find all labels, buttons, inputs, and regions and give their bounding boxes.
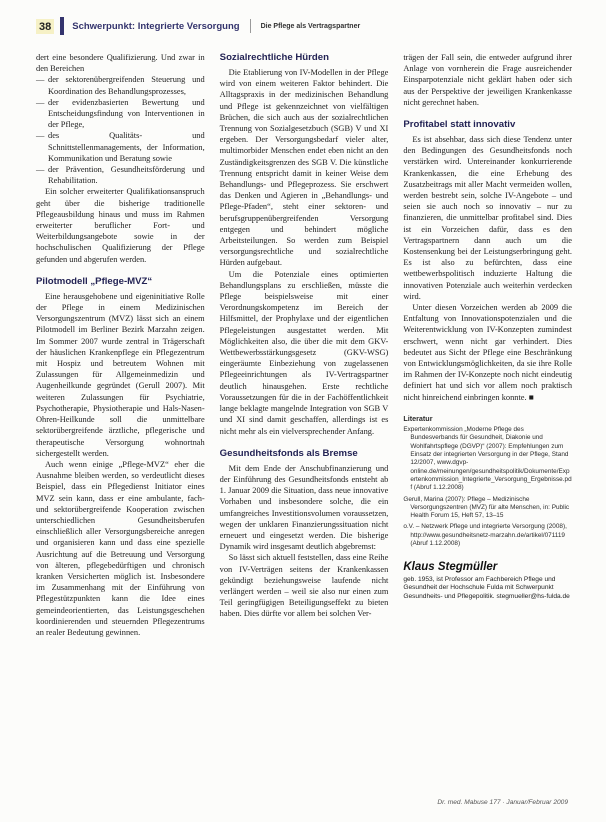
section-heading-gesundheitsfonds: Gesundheitsfonds als Bremse [219,447,358,459]
literature-entry: o.V. – Netzwerk Pflege und integrierte Versorgung (2008), http://www.gesundheitsnetz-marzahn.de/artikel/071119 (Abruf 1.12.2008) [403,523,567,548]
list-item: — des Qualitäts- und Schnittstellenmanagements, der Information, Kommunikation und Beratung sowie [36,130,205,164]
paragraph-article-end: Unter diesen Vorzeichen werden ab 2009 die Entfaltung von Innovationspotenzialen und die Weiterentwicklung von IV-Konzepten zumindest erschwert, wenn nicht gar verhindert. Dies bedeutet aus Sicht der Pflege eine Beschränkung von Entwicklungsmöglichkeiten, da sie ihre Rolle im Rahmen der IV-Konzepte noch nicht eindeutig definiert hat und sich vor allem noch praktisch nicht hinreichend einbringen konnte. ■ [403,303,573,402]
paragraph: Ein solcher erweiterter Qualifikationsanspruch geht über die bisherige traditionelle Pflegeausbildung hinaus und muss im Rahmen erweiterter beruflicher Fort- und Weiterbildungsangebote sowie in der hochschulischen Qualifizierung der Pflege gefunden und abgerufen werden. [36,187,205,264]
page-number: 38 [36,19,54,34]
header-accent-bar [60,17,64,35]
section-heading-pilotmodell: Pilotmodell „Pflege-MVZ“ [36,275,153,287]
paragraph: Eine herausgehobene und eigeninitiative Rolle der Pflege in einem Medizinischen Versorgungszentrum (MVZ) lässt sich an einem Pilotmodell im Berliner Bezirk Marzahn zeigen. Im Sommer 2007 wurde zentral in Trägerschaft der häuslichen Krankenpflege ein Pflegezentrum mit Hospiz und betreutem Wohnen mit Zulassungen für Allgemeinmedizin und Augenheilkunde gegründet (Gerull 2007). Mit weiteren Zulassungen für Psychiatrie, Psychotherapie, Physiotherapie und Hals-Nasen-Ohren-Heilkunde soll die unmittelbare sektorübergreifende ärztliche, pflegerische und therapeutische Versorgung wohnortnah sichergestellt werden. [36,291,205,458]
section-heading-sozialrechtliche-huerden: Sozialrechtliche Hürden [219,52,329,63]
section-heading-profitabel: Profitabel statt innovativ [403,119,516,131]
article-columns [36,52,572,638]
section-title: Schwerpunkt: Integrierte Versorgung [72,20,240,32]
qualification-list [36,74,205,186]
list-item: — der Prävention, Gesundheitsförderung und Rehabilitation. [36,164,205,186]
paragraph: Auch wenn einige „Pflege-MVZ“ eher die Ausnahme bleiben werden, so verdeutlicht dieses Beispiel, dass ein Pflegedienst Initiator eines MVZ sein kann, dass er eine ambulante, fach- und sektorübergreifende Kooperation zwischen unterschiedlichen Gesundheitsberufen einschließlich aller Versorgungsbereiche anregen und organisieren kann und dass eine spezielle Ausrichtung auf die Betreuung und Versorgung von älteren, pflegebedürftigen und chronisch kranken Versicherten möglich ist. Insbesondere im Zusammenhang mit der Einführung von Pflegestützpunkten kann die Idee eines gemeindeorientierten, das Leistungsgeschehen koordinierenden und steuernden Pflegezentrums an realer Bedeutung gewinnen. [36,459,205,637]
list-item: — der sektorenübergreifenden Steuerung und Koordination des Behandlungsprozesses, [36,74,205,96]
paragraph: Es ist absehbar, dass sich diese Tendenz unter den Bedingungen des Gesundheitsfonds noch verstärken wird. Untereinander konkurrierende Krankenkassen, die eine Erhebung des Zusatzbeitrags mit aller Macht vermeiden wollen, werden bestrebt sein, solche IV-Angebote – und seien sie auch noch so innovativ – nur zu finanzieren, die unmittelbar profitabel sind. Dies ist ein Vorzeichen dafür, dass es den Vertragspartnern dann auch um die Kostensenkung bei der Leistungserbringung geht. Es ist also zu befürchten, dass eine wettbewerbspolitisch induzierte Haltung die innovativen Potenziale auch weiterhin verdecken wird. [403,135,573,301]
paragraph: Um die Potenziale eines optimierten Behandlungsplans zu erschließen, müsste die Pflege beispielsweise mit einer Verordnungskompetenz im Bereich der Hilfsmittel, der Prophylaxe und der eigentlichen Pflegeleistungen ausgestattet werden. Mit Möglichkeiten also, die über die mit dem GKV-Wettbewerbsstärkungsgesetz (GKV-WSG) eingeräumte Einbeziehung von zugelassenen Pflegeeinrichtungen als IV-Vertragspartner deutlich hinausgehen. Erste rechtliche Voraussetzungen für die in der Fachöffentlichkeit lange beklagte mangelnde Integration von SGB V und XI sind damit geschaffen, allerdings ist es nicht mehr als ein vielversprechender Anfang. [219,269,389,436]
page-header [36,16,572,36]
paragraph-continuation: trägen der Fall sein, die entweder aufgrund ihrer Anlage von vornherein die Frage ausreichender Einsparpotenziale nicht geklärt haben oder sich aus der Perspektive der jeweiligen Krankenkasse nicht gerechnet haben. [403,53,573,107]
literature-entry: Expertenkommission „Moderne Pflege des Bundesverbands für Gesundheit, Diakonie und Wohlfahrtspflege (DGVP)“ (2007): Empfehlungen zum Einsatz der integrierten Versorgung in der Pflege, Stand 12/2007, www.dgvp-online.de/meinungen/gesundheitspolitik/Dokumente/Expertenkommission_Integrierte_Versorgung_Ergebnisse.pdf (Abruf 1.12.2008) [403,426,572,492]
paragraph: Mit dem Ende der Anschubfinanzierung und der Einführung des Gesundheitsfonds entsteht ab 1. Januar 2009 die Situation, dass neue innovative Vorhaben und insbesondere solche, die ein umfangreiches Investitionsvolumen voraussetzen, wegen der unklaren Finanzierungssituation nicht erneuert und eingesetzt werden. Die bisherige Dynamik wird insgesamt deutlich abgebremst: [219,463,389,552]
header-divider [250,19,251,33]
paragraph: So lässt sich aktuell feststellen, dass eine Reihe von IV-Verträgen seitens der Krankenkassen gekündigt beziehungsweise laufende nicht verlängert werden – weil sie also nur einen zum Teil geringfügigen Beteiligungseffekt zu bieten haben. Dies dürfte vor allem bei solchen Ver- [219,553,389,619]
author-name: Klaus Stegmüller [403,561,498,574]
column-1 [36,52,205,638]
journal-footer: Dr. med. Mabuse 177 · Januar/Februar 2009 [437,799,568,806]
paragraph: Die Etablierung von IV-Modellen in der Pflege wird von einem weiteren Faktor behindert. Die Alltagspraxis in der medizinischen Behandlung und Pflege ist gekennzeichnet von vielfältigen Brüchen, die sich auch aus der sozialrechtlichen Trennung von Sozialgesetzbuch (SGB) V und XI ergeben. Der Versorgungsbedarf vieler alter, multimorbider Menschen endet eben nicht an den Zuständigkeitsgrenzen des SGB V. Die künstliche Trennung entspricht damit in keiner Weise dem Behandlungs- und Pflegeprozess. Sie erschwert das Denken und Agieren in „Behandlungs- und Pflege-Pfaden“, steht einer sektoren- und berufsgruppenübergreifenden Versorgung entgegen und behindert mögliche Arbeitsteilungen. So werden zum Beispiel versorgungsrechtliche und sozialrechtliche Hürden aufgebaut. [219,68,389,268]
literature-section [403,415,572,548]
column-3 [403,52,572,638]
paragraph-continuation: dert eine besondere Qualifizierung. Und zwar in den Bereichen [36,53,205,74]
list-item: — der evidenzbasierten Bewertung und Entscheidungsfindung von Interventionen in der Pflege, [36,97,205,131]
column-2 [220,52,389,638]
author-bio-text: geb. 1953, ist Professor am Fachbereich Pflege und Gesundheit der Hochschule Fulda mit Schwerpunkt Gesundheits- und Pflegepolitik. stegmueller@hs-fulda.de [403,575,570,600]
literature-entry: Gerull, Marina (2007): Pflege – Medizinische Versorgungszentren (MVZ) für alte Menschen, in: Public Health Forum 15, Heft 57, 13–15 [403,495,570,520]
author-bio-section [403,562,572,601]
article-title: Die Pflege als Vertragspartner [260,22,361,30]
literature-heading: Literatur [403,413,433,423]
